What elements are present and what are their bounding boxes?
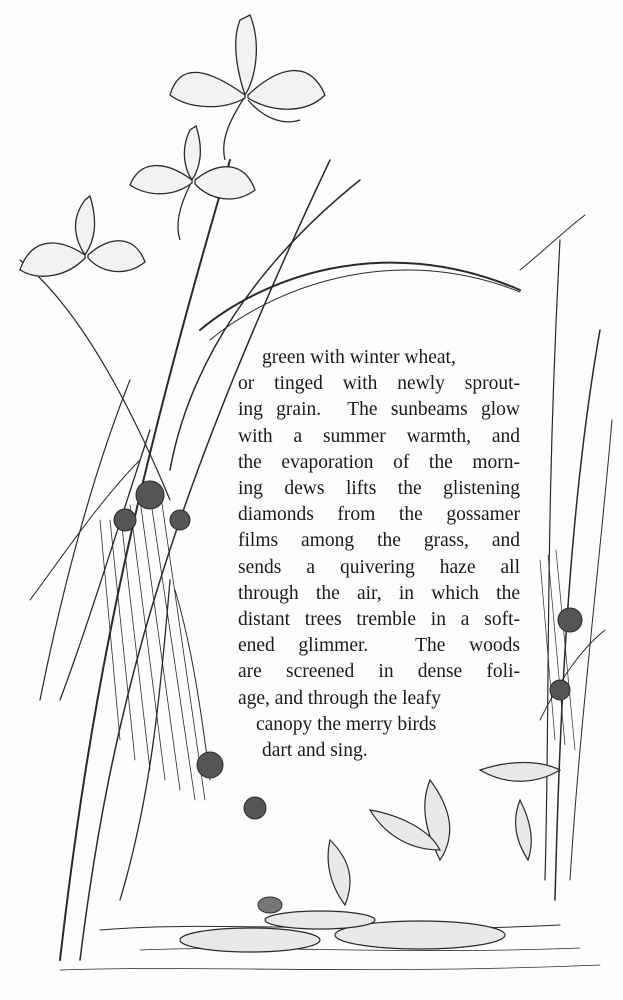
- passage-line: with a summer warmth, and: [238, 425, 520, 447]
- passage-line: through the air, in which the: [238, 582, 520, 604]
- passage-line: distant trees tremble in a soft-: [238, 609, 520, 631]
- passage-line: or tinged with newly sprout-: [238, 373, 520, 395]
- passage-line: ened glimmer. The woods: [238, 635, 520, 657]
- passage-line: green with winter wheat,: [262, 347, 456, 368]
- passage-line: diamonds from the gossamer: [238, 504, 520, 526]
- passage-line: are screened in dense foli-: [238, 661, 520, 683]
- passage-line: canopy the merry birds: [256, 713, 437, 735]
- passage-line: ing dews lifts the glistening: [238, 478, 520, 500]
- passage-line: the evaporation of the morn-: [238, 451, 520, 473]
- passage-line: ing grain. The sunbeams glow: [238, 399, 520, 421]
- passage-line: dart and sing.: [262, 740, 368, 762]
- passage-text: [238, 345, 520, 764]
- passage-line: films among the grass, and: [238, 530, 520, 552]
- passage-line: age, and through the leafy: [238, 687, 442, 709]
- passage-line: sends a quivering haze all: [238, 556, 520, 578]
